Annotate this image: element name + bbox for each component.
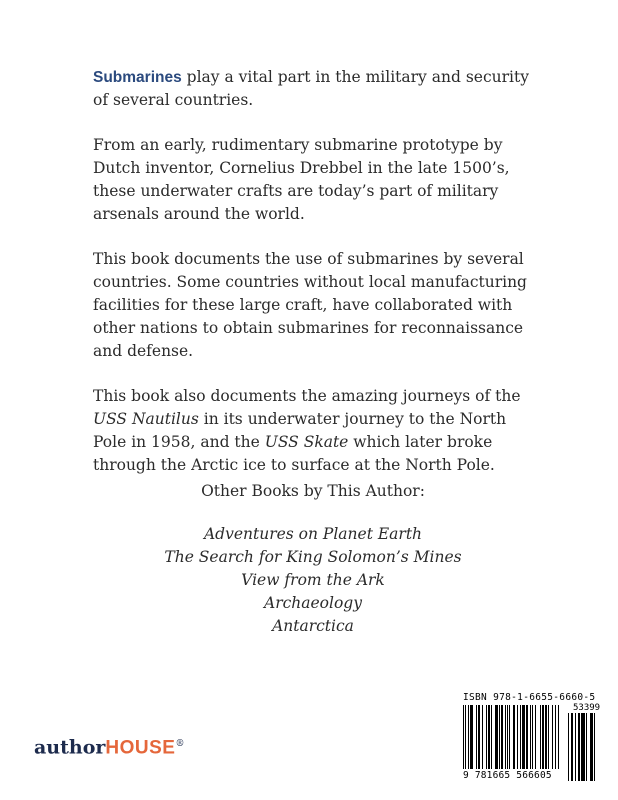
logo-author-text: author [34, 736, 106, 759]
barcode-bar [513, 705, 515, 769]
other-books-heading: Other Books by This Author: [201, 482, 425, 500]
barcode-bar [468, 705, 469, 769]
isbn-barcode [455, 690, 603, 788]
barcode-bar [532, 705, 533, 769]
barcode-bar [535, 705, 536, 769]
lead-word: Submarines [93, 69, 182, 86]
barcode-bars [463, 705, 565, 769]
book-title: The Search for King Solomon’s Mines [164, 548, 462, 566]
paragraph-4-text-c: in its underwater journey to the North Pole in 1958, and the [93, 410, 507, 451]
book-title: View from the Ark [241, 571, 385, 589]
paragraph-4 [93, 385, 533, 477]
barcode-bar [463, 705, 464, 769]
barcode-bar [517, 705, 518, 769]
barcode-bar [578, 713, 579, 781]
ship-name-skate: USS Skate [264, 433, 349, 451]
barcode-addon-bars [568, 713, 596, 781]
isbn-text: ISBN 978-1-6655-6660-5 [463, 692, 596, 703]
book-title: Archaeology [264, 594, 362, 612]
barcode-bar [476, 705, 477, 769]
barcode-bar [568, 713, 569, 781]
barcode-bar [486, 705, 487, 769]
logo-house-text: HOUSE [105, 737, 176, 759]
ship-name-nautilus: USS Nautilus [93, 410, 199, 428]
barcode-bar [499, 705, 500, 769]
book-title: Adventures on Planet Earth [203, 525, 423, 543]
barcode-bar [478, 705, 480, 769]
barcode-bar [540, 705, 541, 769]
paragraph-4-text-e: which later broke through the Arctic ice to surface at the North Pole. [93, 433, 495, 474]
barcode-bar [522, 705, 525, 769]
barcode-bar [470, 705, 473, 769]
barcode-bar [501, 705, 503, 769]
barcode-bar [530, 705, 531, 769]
book-title: Antarctica [272, 617, 354, 635]
barcode-bar [586, 713, 587, 781]
paragraph-2: From an early, rudimentary submarine prototype by Dutch inventor, Cornelius Drebbel in the late 1500’s, these underwater crafts are today’s part of military arsenals around the world. [93, 136, 510, 223]
barcode-bar [555, 705, 556, 769]
barcode-bar [542, 705, 544, 769]
barcode-bar [495, 705, 498, 769]
barcode-bar [552, 705, 553, 769]
paragraph-3: This book documents the use of submarines by several countries. Some countries without local manufacturing facilities for these large craft, have collaborated with other nations to obtain submarines for reconnaissance and defense. [93, 250, 527, 360]
barcode-bar [590, 713, 593, 781]
blurb [93, 66, 533, 499]
publisher-logo [34, 733, 184, 759]
paragraph-1-text: play a vital part in the military and security of several countries. [93, 68, 529, 109]
barcode-bar [526, 705, 528, 769]
ean-digits: 9 781665 566605 [463, 770, 552, 781]
barcode-bar [507, 705, 508, 769]
registered-mark: ® [175, 739, 185, 749]
barcode-bar [488, 705, 490, 769]
barcode-bar [581, 713, 585, 781]
barcode-bar [548, 705, 549, 769]
paragraph-4-text-a: This book also documents the amazing journeys of the [93, 387, 521, 405]
barcode-bar [491, 705, 492, 769]
barcode-bar [465, 705, 466, 769]
price-code: 53399 [573, 703, 601, 713]
barcode-bar [545, 705, 547, 769]
barcode-bar [505, 705, 506, 769]
barcode-bar [575, 713, 576, 781]
barcode-bar [509, 705, 510, 769]
barcode-bar [571, 713, 574, 781]
other-books-section [93, 480, 533, 638]
barcode-bar [482, 705, 483, 769]
barcode-bar [594, 713, 595, 781]
barcode-bar [558, 705, 559, 769]
barcode-bar [520, 705, 521, 769]
paragraph-1 [93, 66, 533, 112]
